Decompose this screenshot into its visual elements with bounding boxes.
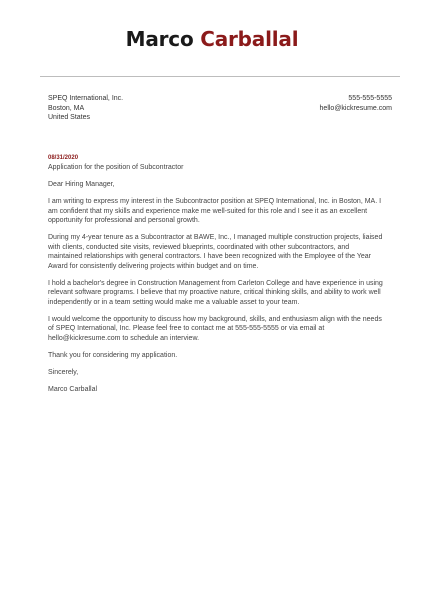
letter-date: 08/31/2020 bbox=[48, 155, 79, 161]
paragraph-experience bbox=[48, 233, 398, 271]
recipient-company: SPEQ International, Inc. bbox=[48, 95, 124, 102]
paragraph-line: I am writing to express my interest in the Subcontractor position at SPEQ International, Inc. in Boston, MA. I bbox=[48, 198, 382, 205]
sender-contact bbox=[320, 94, 392, 113]
applicant-name bbox=[0, 27, 424, 51]
paragraph-line: relevant software programs. I believe that my proactive nature, critical thinking skills, and ability to work well bbox=[48, 289, 381, 296]
letter-thanks: Thank you for considering my application. bbox=[48, 351, 178, 359]
paragraph-line: hello@kickresume.com to schedule an interview. bbox=[48, 334, 200, 342]
header-divider bbox=[40, 76, 400, 77]
paragraph-line: maintained relationships with general contractors. I have been recognized with the Employee of the Year bbox=[48, 253, 371, 260]
paragraph-intro bbox=[48, 197, 398, 226]
letter-closing: Sincerely, bbox=[48, 368, 79, 376]
last-name: Carballal bbox=[200, 27, 299, 51]
letter-signature: Marco Carballal bbox=[48, 385, 98, 393]
recipient-address bbox=[48, 94, 123, 123]
paragraph-line: with clients, conducted site visits, reviewed blueprints, coordinated with other subcontractors, and bbox=[48, 243, 350, 251]
paragraph-line: am confident that my skills and experience make me well-suited for this role and I see it as an excellent bbox=[48, 207, 368, 215]
recipient-city: Boston, MA bbox=[48, 104, 85, 112]
paragraph-call-to-action bbox=[48, 315, 398, 344]
letter-subject: Application for the position of Subcontractor bbox=[48, 164, 184, 171]
paragraph-education bbox=[48, 279, 398, 308]
letter-greeting: Dear Hiring Manager, bbox=[48, 181, 115, 188]
paragraph-line: I hold a bachelor's degree in Construction Management from Carleton College and have experience in using bbox=[48, 279, 383, 287]
recipient-country: United States bbox=[48, 114, 91, 121]
first-name: Marco bbox=[125, 27, 194, 51]
paragraph-line: independently or in a team setting would make me a valuable asset to your team. bbox=[48, 298, 300, 306]
paragraph-line: of SPEQ International, Inc. Please feel free to contact me at 555-555-5555 or via email at bbox=[48, 325, 325, 332]
sender-phone: 555-555-5555 bbox=[348, 95, 392, 102]
paragraph-line: opportunity for professional and personal growth. bbox=[48, 217, 200, 224]
paragraph-line: Award for consistently delivering projects within budget and on time. bbox=[48, 262, 259, 270]
paragraph-line: During my 4-year tenure as a Subcontractor at BAWE, Inc., I managed multiple construction projects, liaised bbox=[48, 234, 383, 241]
letter-body bbox=[48, 154, 398, 394]
paragraph-line: I would welcome the opportunity to discuss how my background, skills, and enthusiasm align with the needs bbox=[48, 315, 382, 323]
sender-email: hello@kickresume.com bbox=[319, 104, 392, 112]
